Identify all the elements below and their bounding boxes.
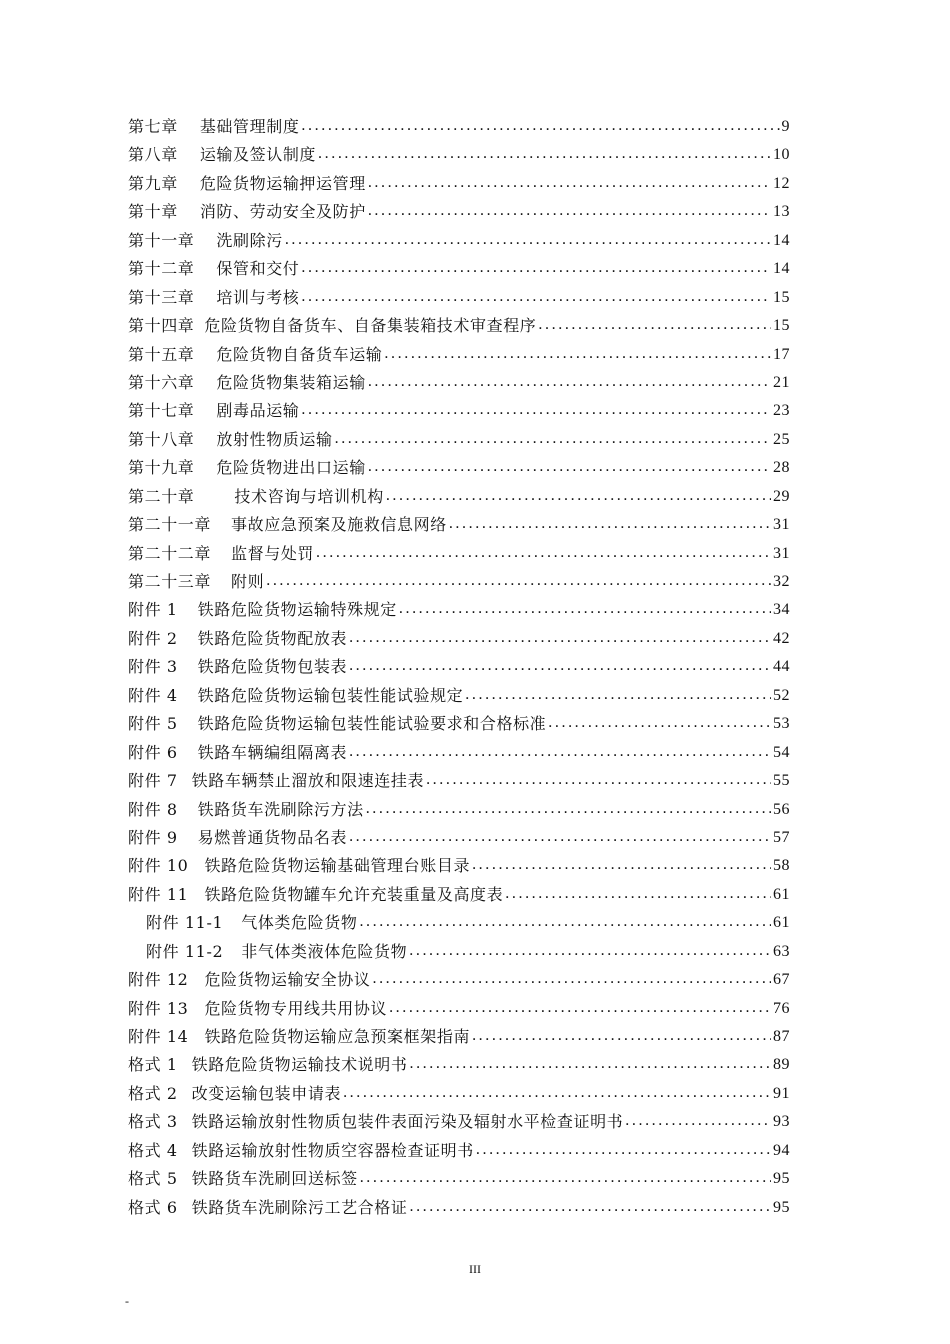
toc-entry-label: 格式 1 [128,1055,178,1075]
toc-entry-page: 25 [773,430,790,448]
toc-entry-title: 剧毒品运输 [216,401,300,421]
toc-entry[interactable] [128,341,790,369]
toc-entry-page: 54 [773,743,790,761]
toc-entry-title: 铁路车辆禁止溜放和限速连挂表 [191,771,425,791]
toc-entry-page: 76 [773,999,790,1017]
toc-entry-page: 15 [773,317,790,335]
toc-entry-page: 31 [773,544,790,562]
toc-entry-label: 第七章 [128,117,178,136]
toc-entry-page: 12 [773,174,790,192]
toc-entry-title: 放射性物质运输 [216,429,333,449]
toc-dot-leader [476,1136,771,1164]
toc-entry-label: 格式 2 [128,1083,178,1103]
toc-entry[interactable] [128,141,790,169]
toc-entry-label: 格式 6 [128,1197,178,1217]
toc-entry-label: 第八章 [128,145,178,165]
toc-entry[interactable] [128,1051,790,1079]
toc-dot-leader [368,453,771,481]
toc-entry[interactable] [128,881,790,909]
toc-entry-label: 第十七章 [128,401,195,421]
toc-entry-title: 事故应急预案及施救信息网络 [231,515,447,535]
toc-dot-leader [399,595,771,623]
toc-entry-label: 第二十一章 [128,515,212,535]
toc-entry-label: 附件 10 [128,856,189,876]
toc-entry-page: 67 [773,971,790,989]
toc-entry-title: 技术咨询与培训机构 [234,486,384,506]
toc-entry-page: 93 [773,1113,790,1131]
toc-entry-label: 第十九章 [128,458,195,478]
toc-entry-title: 消防、劳动安全及防护 [199,202,366,222]
toc-entry-page: 63 [773,942,790,960]
toc-entry-label: 附件 11 [128,884,189,904]
toc-entry[interactable] [128,966,790,994]
toc-dot-leader [318,140,771,168]
toc-entry[interactable] [128,170,790,198]
toc-entry-page: 95 [773,1170,790,1188]
toc-entry-page: 28 [773,459,790,477]
toc-entry[interactable] [128,739,790,767]
toc-entry-page: 95 [773,1198,790,1216]
toc-entry-title: 基础管理制度 [199,117,300,136]
toc-dot-leader [285,226,771,254]
toc-entry-label: 第十章 [128,202,178,222]
toc-entry-label: 附件 6 [128,742,178,762]
toc-entry-title: 保管和交付 [216,259,300,279]
toc-dot-leader [368,197,771,225]
toc-dot-leader [472,851,771,879]
toc-dot-leader [472,1022,771,1050]
toc-entry-page: 13 [773,203,790,221]
toc-entry-label: 附件 11-2 [146,941,224,961]
toc-entry-title: 危险货物自备货车运输 [216,344,383,364]
toc-entry[interactable] [128,568,790,596]
toc-entry[interactable] [128,653,790,681]
toc-entry[interactable] [128,938,790,966]
toc-entry[interactable] [128,1165,790,1193]
toc-entry-label: 附件 11-1 [146,913,224,933]
toc-entry-page: 21 [773,373,790,391]
toc-entry-title: 铁路危险货物罐车允许充装重量及高度表 [204,884,504,904]
toc-entry[interactable] [128,682,790,710]
toc-entry-page: 17 [773,345,790,363]
toc-dot-leader [359,908,771,936]
toc-entry[interactable] [128,369,790,397]
toc-entry-page: 53 [773,715,790,733]
toc-entry-label: 第十六章 [128,372,195,392]
toc-entry-page: 14 [773,231,790,249]
toc-entry-title: 铁路危险货物配放表 [197,628,348,648]
toc-dot-leader [368,368,771,396]
toc-entry-title: 铁路货车洗刷除污方法 [197,799,364,819]
toc-dot-leader [384,340,771,368]
toc-dot-leader [301,254,771,282]
toc-entry-title: 铁路危险货物包装表 [197,657,348,677]
toc-dot-leader [301,283,771,311]
toc-entry-label: 第二十三章 [128,572,212,591]
toc-entry[interactable] [128,1023,790,1051]
toc-entry[interactable] [128,824,790,852]
toc-entry-page: 14 [773,260,790,278]
toc-entry-label: 附件 7 [128,771,178,791]
toc-entry-title: 监督与处罚 [231,543,315,563]
toc-entry[interactable] [128,909,790,937]
toc-dot-leader [301,112,779,140]
toc-entry-label: 第十三章 [128,287,195,307]
toc-entry-label: 附件 3 [128,657,178,677]
toc-entry-page: 29 [773,487,790,505]
toc-entry[interactable] [128,1194,790,1222]
toc-entry-page: 31 [773,516,790,534]
toc-dot-leader [349,652,771,680]
toc-entry-title: 铁路危险货物运输基础管理台账目录 [204,856,471,876]
toc-entry-label: 第十五章 [128,344,195,364]
toc-entry-title: 铁路车辆编组隔离表 [197,742,348,762]
toc-entry-title: 铁路货车洗刷回送标签 [191,1169,358,1189]
toc-entry-page: 87 [773,1028,790,1045]
toc-dot-leader [366,795,771,823]
toc-entry-label: 格式 3 [128,1112,178,1132]
toc-entry-title: 气体类危险货物 [241,913,358,933]
toc-entry-page: 91 [773,1084,790,1102]
toc-entry-label: 附件 12 [128,970,189,990]
toc-entry-label: 附件 5 [128,714,178,734]
toc-entry[interactable] [128,284,790,312]
toc-entry-title: 铁路运输放射性物质包装件表面污染及辐射水平检查证明书 [191,1112,624,1132]
page-number: III [469,1262,481,1276]
toc-dot-leader [386,482,771,510]
toc-entry-label: 附件 13 [128,998,189,1018]
toc-dot-leader [409,1050,771,1078]
toc-entry-page: 52 [773,686,790,704]
toc-entry-title: 危险货物自备货车、自备集装箱技术审查程序 [204,316,537,336]
toc-entry[interactable] [128,852,790,880]
toc-entry-label: 第十一章 [128,230,195,250]
toc-entry-label: 附件 8 [128,799,178,819]
toc-entry[interactable] [128,710,790,738]
toc-dot-leader [316,539,771,567]
toc-entry[interactable] [128,454,790,482]
toc-entry[interactable] [128,767,790,795]
toc-entry-title: 危险货物运输安全协议 [204,970,371,990]
toc-dot-leader [335,425,771,453]
toc-dot-leader [266,567,771,595]
toc-entry-label: 第十四章 [128,316,195,336]
toc-dot-leader [368,169,771,197]
toc-entry[interactable] [128,113,790,141]
toc-entry[interactable] [128,198,790,226]
toc-entry-title: 非气体类液体危险货物 [241,941,408,961]
toc-entry[interactable] [128,511,790,539]
toc-entry-title: 铁路危险货物运输特殊规定 [197,600,397,620]
toc-entry-page: 56 [773,800,790,818]
toc-entry-title: 铁路危险货物运输技术说明书 [191,1055,408,1075]
toc-entry-label: 附件 2 [128,628,178,648]
toc-entry-page: 57 [773,828,790,846]
toc-entry-page: 44 [773,658,790,676]
toc-dot-leader [409,937,771,965]
toc-entry[interactable] [128,312,790,340]
toc-entry-page: 32 [773,573,790,590]
toc-entry-page: 34 [773,601,790,619]
toc-entry-label: 第十二章 [128,259,195,279]
toc-entry[interactable] [128,1137,790,1165]
toc-entry[interactable] [128,483,790,511]
toc-dot-leader [349,738,771,766]
toc-entry-label: 第十八章 [128,429,195,449]
toc-entry[interactable] [128,540,790,568]
toc-dot-leader [349,624,771,652]
toc-entry[interactable] [128,796,790,824]
footer-mark: - [125,1294,129,1308]
toc-entry-title: 培训与考核 [216,287,300,307]
toc-dot-leader [360,1164,771,1192]
toc-entry-page: 58 [773,857,790,875]
toc-entry-page: 94 [773,1141,790,1159]
toc-entry-label: 附件 4 [128,685,178,705]
toc-dot-leader [301,396,771,424]
toc-entry-page: 89 [773,1056,790,1074]
toc-entry[interactable] [128,995,790,1023]
toc-dot-leader [548,709,771,737]
toc-entry-title: 危险货物运输押运管理 [199,173,366,193]
toc-entry-title: 铁路危险货物运输包装性能试验规定 [197,685,464,705]
toc-dot-leader [538,311,771,339]
toc-entry-label: 第二十章 [128,486,195,506]
toc-entry-label: 附件 9 [128,827,178,847]
toc-entry-title: 铁路危险货物运输包装性能试验要求和合格标准 [197,714,547,734]
toc-entry-page: 9 [781,118,790,135]
toc-entry-page: 55 [773,772,790,790]
toc-entry-page: 61 [773,885,790,903]
toc-dot-leader [505,880,771,908]
toc-entry-label: 第九章 [128,173,178,193]
toc-entry-page: 15 [773,288,790,306]
toc-dot-leader [389,994,771,1022]
toc-entry-label: 第二十二章 [128,543,212,563]
toc-entry-title: 危险货物进出口运输 [216,458,366,478]
toc-dot-leader [372,965,771,993]
toc-entry-title: 改变运输包装申请表 [191,1083,342,1103]
toc-entry-label: 格式 5 [128,1169,178,1189]
toc-entry-page: 10 [773,146,790,164]
toc-entry-page: 42 [773,629,790,647]
toc-entry-title: 危险货物专用线共用协议 [204,998,388,1018]
toc-entry[interactable] [128,1080,790,1108]
toc-entry[interactable] [128,426,790,454]
toc-entry[interactable] [128,596,790,624]
toc-entry-label: 附件 1 [128,600,178,620]
toc-entry-title: 运输及签认制度 [199,145,317,165]
toc-dot-leader [349,823,771,851]
toc-entry[interactable] [128,397,790,425]
toc-dot-leader [465,681,771,709]
toc-entry[interactable] [128,1108,790,1136]
toc-dot-leader [409,1193,771,1221]
toc-entry-page: 23 [773,402,790,420]
toc-entry[interactable] [128,625,790,653]
toc-entry-title: 易燃普通货物品名表 [197,827,348,847]
toc-dot-leader [625,1107,771,1135]
toc-entry[interactable] [128,227,790,255]
toc-entry[interactable] [128,255,790,283]
toc-entry-title: 洗刷除污 [216,230,283,250]
toc-entry-label: 附件 14 [128,1027,189,1046]
toc-dot-leader [426,766,771,794]
toc-entry-page: 61 [773,914,790,932]
toc-entry-title: 铁路货车洗刷除污工艺合格证 [191,1197,408,1217]
toc-entry-title: 铁路运输放射性物质空容器检查证明书 [191,1140,474,1160]
toc-entry-title: 危险货物集装箱运输 [216,372,366,392]
table-of-contents [128,113,790,1222]
toc-entry-title: 附则 [231,572,265,591]
toc-entry-label: 格式 4 [128,1140,178,1160]
toc-dot-leader [343,1079,771,1107]
toc-entry-title: 铁路危险货物运输应急预案框架指南 [204,1027,471,1046]
toc-dot-leader [449,510,771,538]
